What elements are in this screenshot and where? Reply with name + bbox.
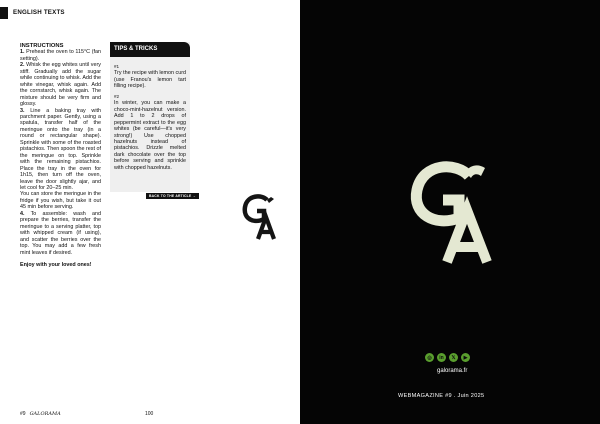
back-to-article-link[interactable]: BACK TO THE ARTICLE → — [146, 193, 199, 199]
page-number: 100 — [145, 411, 154, 417]
social-icons — [425, 353, 470, 362]
issue-line: WEBMAGAZINE #9 . Juin 2025 — [398, 393, 485, 399]
tips-title: TIPS & TRICKS — [110, 42, 190, 57]
tip-number: #1 — [114, 64, 120, 69]
instructions-title: INSTRUCTIONS — [20, 43, 64, 49]
step-number: 3. — [20, 107, 25, 114]
small-ga-logo — [240, 193, 280, 241]
instruction-step — [20, 108, 101, 192]
step-text: Line a baking tray with parchment paper. Gently, using a spatula, transfer half of the meringue onto the tray (in a round or rectangular shape). Sprinkle with some of the roasted pistachios. Then spoon the rest of the meringue on top. Sprinkle with the remaining pistachios. Place the tray in the oven for 1h15, then turn off the oven, leave the door slightly ajar, and let cool for 20–25 min. — [20, 107, 102, 191]
step-number: 2. — [20, 62, 25, 69]
footer-issue — [20, 411, 61, 417]
youtube-icon[interactable]: ▶ — [461, 353, 470, 362]
section-tag — [0, 7, 8, 19]
site-url-link[interactable]: galorama.fr — [437, 368, 468, 374]
footer-issue-number: #9 — [20, 411, 26, 417]
section-title: ENGLISH TEXTS — [13, 9, 65, 16]
instruction-step — [20, 49, 101, 62]
instructions-column — [20, 43, 101, 268]
instagram-icon[interactable]: ◎ — [425, 353, 434, 362]
closing-line: Enjoy with your loved ones! — [20, 261, 92, 268]
tips-body — [110, 57, 190, 174]
instruction-step — [20, 62, 101, 107]
instruction-step — [20, 191, 101, 210]
tips-box — [110, 42, 190, 192]
step-number: 4. — [20, 210, 25, 217]
instruction-step — [20, 211, 101, 256]
big-ga-logo — [405, 160, 505, 264]
tip-text: In winter, you can make a choco-mint-hazelnut version. Add 1 to 2 drops of peppermint extract to the egg whites (be careful—it's very strong!) Use chopped hazelnuts instead of pistachios. Drizzle melted dark chocolate over the top before serving and sprinkle with chopped hazelnuts. — [114, 100, 186, 171]
linkedin-icon[interactable]: in — [437, 353, 446, 362]
step-text: Preheat the oven to 115°C (fan setting). — [20, 49, 101, 62]
step-text: To assemble: wash and prepare the berries, transfer the meringue to a serving platter, top with whipped cream (if using), and scatter the berries over the top. You may add a few fresh mint leaves if desired. — [20, 210, 101, 256]
tip-text: Try the recipe with lemon curd (use Franou's lemon tart filling recipe). — [114, 70, 187, 90]
step-text: You can store the meringue in the fridge if you wish, but take it out 45 min before serving. — [20, 191, 101, 211]
footer-brand: GALORAMA — [29, 411, 61, 417]
tip-number: #2 — [114, 93, 120, 99]
x-icon[interactable]: 𝕏 — [449, 353, 458, 362]
step-text: Whisk the egg whites until very stiff. Gradually add the sugar while continuing to whisk. Add the white vinegar, whisk again. Add the cornstarch, whisk again. The mixture should be very firm and glossy. — [20, 62, 101, 108]
step-number: 1. — [20, 49, 25, 56]
